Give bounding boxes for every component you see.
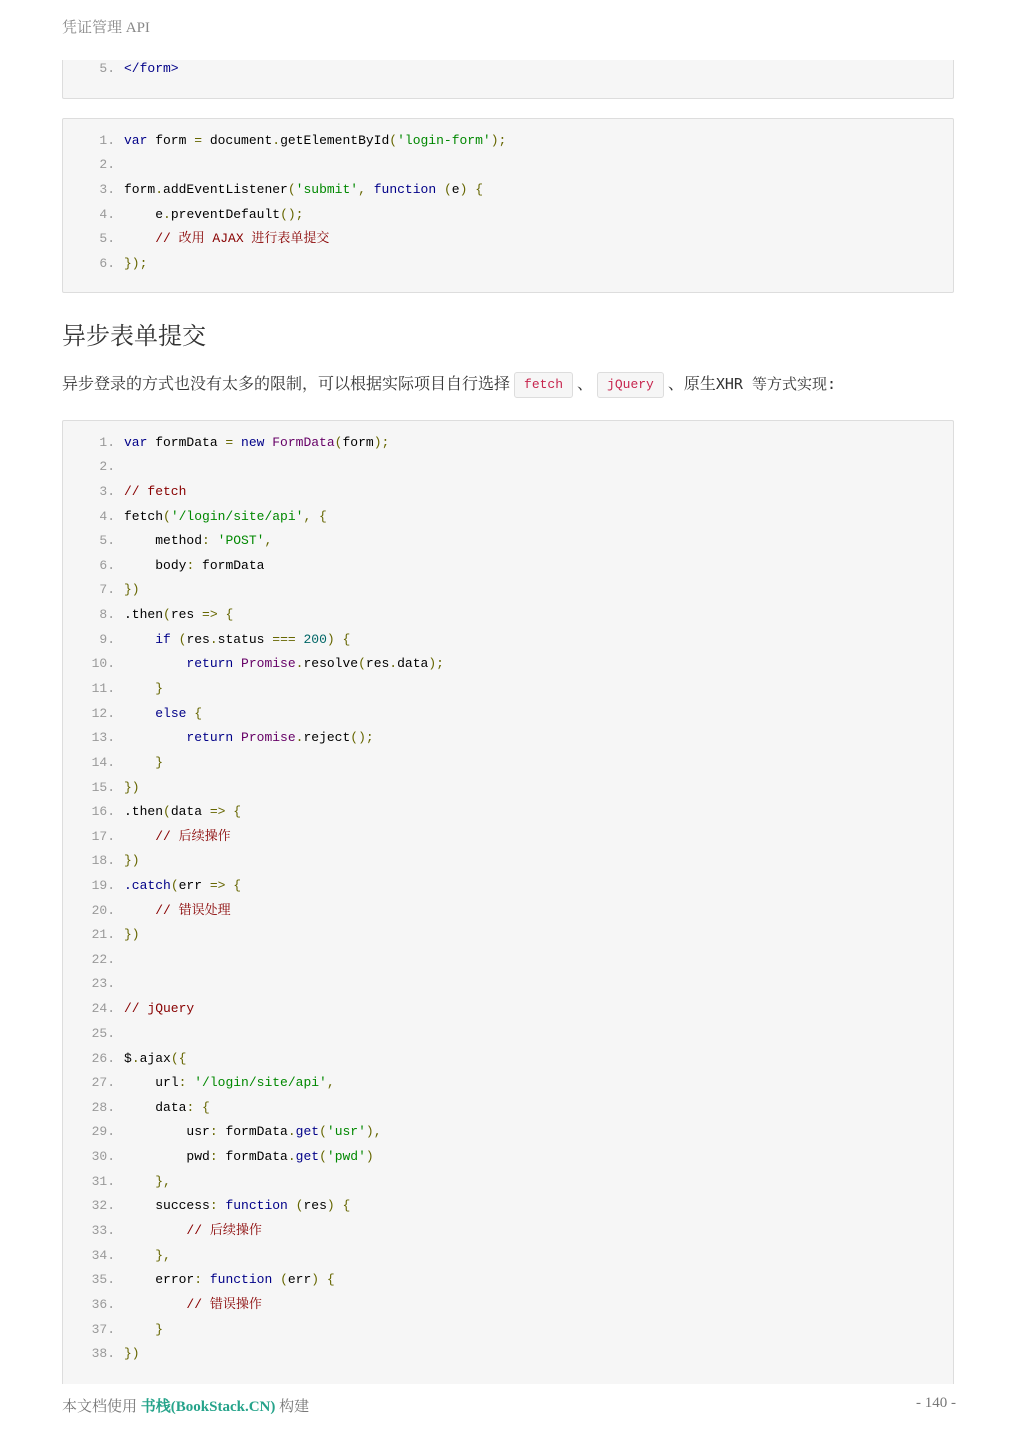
- code-token: .: [287, 1124, 296, 1139]
- code-token: data: [170, 804, 203, 819]
- code-line: [63, 1270, 335, 1290]
- code-line: [63, 131, 506, 151]
- code-token: formData: [147, 435, 226, 450]
- code-token: =: [194, 133, 203, 148]
- code-token: }: [155, 755, 164, 770]
- code-token: function: [217, 1198, 288, 1213]
- section-paragraph: [62, 371, 962, 398]
- code-indent: [124, 231, 155, 246]
- code-indent: [124, 1100, 155, 1115]
- code-token: {: [233, 804, 242, 819]
- line-number: 12.: [91, 706, 115, 721]
- code-line: [63, 728, 374, 748]
- line-number: 14.: [91, 755, 115, 770]
- code-token: .then: [124, 607, 164, 622]
- line-number: 5.: [99, 61, 115, 76]
- code-token: }): [124, 780, 140, 795]
- code-comment: // 错误操作: [186, 1297, 262, 1312]
- code-line: [63, 974, 124, 994]
- code-token: }: [155, 1322, 164, 1337]
- line-number: 18.: [91, 853, 115, 868]
- code-token: :: [209, 1149, 218, 1164]
- line-number: 29.: [91, 1124, 115, 1139]
- code-token: , {: [303, 509, 327, 524]
- running-header: 凭证管理 API: [62, 20, 150, 36]
- code-token: e: [155, 207, 164, 222]
- code-token: }): [124, 1346, 140, 1361]
- code-token: :: [209, 1198, 218, 1213]
- code-line: [63, 679, 163, 699]
- code-token: url: [155, 1075, 179, 1090]
- footer-credit: [62, 1395, 309, 1416]
- code-line: [63, 925, 140, 945]
- code-block-continued: [62, 60, 954, 99]
- code-token: :: [186, 1100, 195, 1115]
- line-number: 2.: [99, 157, 115, 172]
- code-token: =>: [202, 878, 234, 893]
- code-line: [63, 1147, 374, 1167]
- code-token: {: [225, 607, 234, 622]
- code-line: [63, 155, 124, 175]
- code-line: [63, 229, 329, 249]
- code-token: formData: [217, 1124, 288, 1139]
- code-token: [366, 182, 374, 197]
- line-number: 16.: [91, 804, 115, 819]
- code-indent: [124, 1075, 155, 1090]
- code-indent: [124, 656, 186, 671]
- line-number: 3.: [99, 484, 115, 499]
- code-line: [63, 433, 389, 453]
- code-token: ();: [280, 207, 304, 222]
- code-token: error: [155, 1272, 195, 1287]
- code-token: );: [373, 435, 390, 450]
- code-token: .: [131, 1051, 140, 1066]
- code-indent: [124, 1272, 155, 1287]
- code-token: ) {: [326, 1198, 351, 1213]
- line-number: 24.: [91, 1001, 115, 1016]
- line-number: 28.: [91, 1100, 115, 1115]
- code-token: e: [451, 182, 460, 197]
- line-number: 17.: [91, 829, 115, 844]
- line-number: 15.: [91, 780, 115, 795]
- code-token: .: [163, 207, 171, 222]
- code-token: pwd: [186, 1149, 210, 1164]
- code-token: ),: [365, 1124, 382, 1139]
- code-token: (: [319, 1149, 327, 1164]
- code-indent: [124, 903, 155, 918]
- code-line: [63, 1196, 350, 1216]
- code-indent: [124, 1223, 186, 1238]
- code-token: function: [202, 1272, 273, 1287]
- code-token: (: [163, 804, 171, 819]
- code-token: (: [358, 656, 366, 671]
- footer-prefix: 本文档使用: [62, 1399, 141, 1415]
- code-token: 'POST': [209, 533, 265, 548]
- code-token: form: [342, 435, 374, 450]
- footer-suffix: 构建: [275, 1399, 310, 1415]
- code-comment: // 后续操作: [155, 829, 231, 844]
- line-number: 5.: [99, 533, 115, 548]
- line-number: 4.: [99, 509, 115, 524]
- code-token: addEventListener: [163, 182, 288, 197]
- code-line: [63, 1024, 124, 1044]
- code-line: [63, 876, 241, 896]
- code-token: get: [295, 1124, 320, 1139]
- line-number: 38.: [91, 1346, 115, 1361]
- line-number: 30.: [91, 1149, 115, 1164]
- code-token: );: [490, 133, 507, 148]
- code-token: },: [155, 1174, 171, 1189]
- code-line: [63, 654, 444, 674]
- code-token: .: [209, 632, 218, 647]
- code-token: .: [287, 1149, 296, 1164]
- code-block-async-submit: [62, 420, 954, 1384]
- paragraph-text: XHR 等方式实现:: [715, 375, 837, 393]
- code-token: reject: [303, 730, 351, 745]
- code-token: (: [272, 1272, 288, 1287]
- code-token: (: [287, 182, 296, 197]
- code-indent: [124, 1322, 155, 1337]
- code-line: [63, 753, 163, 773]
- line-number: 23.: [91, 976, 115, 991]
- code-token: ) {: [311, 1272, 335, 1287]
- code-token: {: [194, 1100, 210, 1115]
- code-token: '/login/site/api': [186, 1075, 327, 1090]
- code-line: [63, 1049, 186, 1069]
- line-number: 6.: [99, 256, 115, 271]
- code-token: :: [209, 1124, 218, 1139]
- code-line: [63, 482, 186, 502]
- code-token: success: [155, 1198, 210, 1213]
- code-line: [63, 1295, 262, 1315]
- code-token: usr: [186, 1124, 210, 1139]
- code-token: else: [155, 706, 187, 721]
- code-token: =>: [202, 804, 234, 819]
- code-line: [63, 254, 147, 274]
- code-token: .: [272, 133, 281, 148]
- code-token: form: [124, 182, 156, 197]
- line-number: 9.: [99, 632, 115, 647]
- line-number: 13.: [91, 730, 115, 745]
- code-line: [63, 1122, 382, 1142]
- line-number: 31.: [91, 1174, 115, 1189]
- code-line: [63, 59, 179, 79]
- line-number: 33.: [91, 1223, 115, 1238]
- code-token: ajax: [139, 1051, 171, 1066]
- code-indent: [124, 1248, 155, 1263]
- code-token: return: [186, 656, 234, 671]
- code-token: status: [217, 632, 265, 647]
- inline-code-fetch: fetch: [514, 372, 573, 398]
- code-token: FormData: [272, 435, 335, 450]
- code-token: (: [319, 1124, 327, 1139]
- line-number: 37.: [91, 1322, 115, 1337]
- line-number: 11.: [91, 681, 115, 696]
- code-line: [63, 531, 272, 551]
- code-token: (: [443, 182, 452, 197]
- line-number: 1.: [99, 133, 115, 148]
- code-token: {: [475, 182, 484, 197]
- code-token: '/login/site/api': [170, 509, 304, 524]
- code-indent: [124, 207, 155, 222]
- code-line: [63, 1320, 163, 1340]
- line-number: 27.: [91, 1075, 115, 1090]
- code-block-form-listener: [62, 118, 954, 293]
- paragraph-text: 异步登录的方式也没有太多的限制，可以根据实际项目自行选择: [62, 374, 511, 393]
- code-token: });: [124, 256, 148, 271]
- code-comment: // 后续操作: [186, 1223, 262, 1238]
- code-line: [63, 205, 303, 225]
- inline-code-jquery: jQuery: [597, 372, 664, 398]
- line-number: 6.: [99, 558, 115, 573]
- code-indent: [124, 1198, 155, 1213]
- code-token: .: [295, 656, 304, 671]
- code-token: err: [178, 878, 203, 893]
- code-token: $: [124, 1051, 132, 1066]
- code-line: [63, 704, 202, 724]
- code-token: Promise: [233, 730, 296, 745]
- code-token: getElementById: [280, 133, 390, 148]
- code-indent: [124, 755, 155, 770]
- code-token: formData: [217, 1149, 288, 1164]
- code-token: return: [186, 730, 234, 745]
- code-line: [63, 851, 140, 871]
- code-token: preventDefault: [170, 207, 281, 222]
- page-number: - 140 -: [916, 1395, 956, 1411]
- code-token: }): [124, 927, 140, 942]
- code-token: res: [303, 1198, 327, 1213]
- code-token: ,: [326, 1075, 335, 1090]
- code-token: var: [124, 133, 148, 148]
- code-token: data: [397, 656, 429, 671]
- line-number: 19.: [91, 878, 115, 893]
- line-number: 22.: [91, 952, 115, 967]
- paragraph-text: 、: [577, 374, 594, 393]
- code-token: ): [459, 182, 468, 197]
- code-token: (: [334, 435, 343, 450]
- code-token: :: [186, 558, 195, 573]
- code-token: get: [295, 1149, 320, 1164]
- code-comment: // 改用 AJAX 进行表单提交: [155, 231, 330, 246]
- code-indent: [124, 706, 155, 721]
- code-token: document: [202, 133, 273, 148]
- code-token: form: [147, 133, 195, 148]
- line-number: 34.: [91, 1248, 115, 1263]
- code-token: (: [170, 632, 187, 647]
- code-token: ,: [264, 533, 273, 548]
- code-line: [63, 1073, 335, 1093]
- code-line: [63, 556, 264, 576]
- code-token: 'pwd': [326, 1149, 366, 1164]
- code-token: 'login-form': [397, 133, 491, 148]
- code-token: (: [389, 133, 398, 148]
- section-heading: 异步表单提交: [62, 322, 206, 350]
- line-number: 10.: [91, 656, 115, 671]
- code-token: if: [155, 632, 171, 647]
- code-token: },: [155, 1248, 171, 1263]
- code-token: (: [287, 1198, 304, 1213]
- code-token: {: [186, 706, 203, 721]
- code-token: res: [365, 656, 390, 671]
- code-token: var: [124, 435, 148, 450]
- code-token: }): [124, 853, 140, 868]
- line-number: 8.: [99, 607, 115, 622]
- line-number: 3.: [99, 182, 115, 197]
- line-number: 25.: [91, 1026, 115, 1041]
- code-token: res: [186, 632, 210, 647]
- code-line: [63, 630, 350, 650]
- code-token: body: [155, 558, 187, 573]
- code-token: err: [287, 1272, 312, 1287]
- code-indent: [124, 681, 155, 696]
- code-line: [63, 778, 140, 798]
- code-token: 'submit': [295, 182, 359, 197]
- code-indent: [124, 1124, 186, 1139]
- code-token: ) {: [326, 632, 351, 647]
- code-token: (: [163, 607, 171, 622]
- line-number: 1.: [99, 435, 115, 450]
- code-token: (: [163, 509, 171, 524]
- code-token: function: [373, 182, 437, 197]
- code-line: [63, 580, 140, 600]
- code-token: fetch: [124, 509, 164, 524]
- code-token: ();: [350, 730, 374, 745]
- code-line: [63, 1344, 140, 1364]
- code-indent: [124, 1174, 155, 1189]
- code-indent: [124, 533, 155, 548]
- code-token: =>: [194, 607, 226, 622]
- code-token: :: [194, 1272, 203, 1287]
- code-token: new: [233, 435, 273, 450]
- code-indent: [124, 558, 155, 573]
- code-token: .catch: [124, 878, 171, 893]
- code-line: [63, 507, 327, 527]
- code-line: [63, 999, 194, 1019]
- code-comment: // 错误处理: [155, 903, 231, 918]
- code-token: =: [225, 435, 234, 450]
- paragraph-text: 、原生: [667, 374, 716, 393]
- code-token: .then: [124, 804, 164, 819]
- code-token: method: [155, 533, 203, 548]
- code-comment: // fetch: [124, 484, 187, 499]
- code-token: Promise: [233, 656, 296, 671]
- code-indent: [124, 1149, 186, 1164]
- code-token: {: [233, 878, 242, 893]
- code-token: .: [295, 730, 304, 745]
- line-number: 26.: [91, 1051, 115, 1066]
- line-number: 35.: [91, 1272, 115, 1287]
- code-token: }: [155, 681, 164, 696]
- code-token: ): [365, 1149, 374, 1164]
- line-number: 5.: [99, 231, 115, 246]
- code-line: [63, 901, 231, 921]
- code-token: resolve: [303, 656, 359, 671]
- code-token: ({: [170, 1051, 187, 1066]
- code-token: 200: [303, 632, 327, 647]
- code-line: [63, 180, 483, 200]
- code-line: [63, 1172, 171, 1192]
- code-token: [436, 182, 444, 197]
- bookstack-link[interactable]: 书栈(BookStack.CN): [140, 1399, 276, 1415]
- code-token: .: [389, 656, 398, 671]
- line-number: 36.: [91, 1297, 115, 1312]
- code-line: [63, 950, 124, 970]
- code-token: .: [155, 182, 164, 197]
- code-indent: [124, 632, 155, 647]
- code-line: [63, 605, 233, 625]
- code-token: );: [428, 656, 444, 671]
- code-token: (: [170, 878, 179, 893]
- code-indent: [124, 829, 155, 844]
- code-token: :: [202, 533, 210, 548]
- code-token: data: [155, 1100, 187, 1115]
- code-indent: [124, 730, 186, 745]
- code-token: res: [170, 607, 195, 622]
- line-number: 20.: [91, 903, 115, 918]
- code-token: ,: [358, 182, 366, 197]
- code-token: </form>: [124, 61, 179, 76]
- code-token: formData: [194, 558, 265, 573]
- line-number: 21.: [91, 927, 115, 942]
- code-line: [63, 1246, 171, 1266]
- line-number: 32.: [91, 1198, 115, 1213]
- code-line: [63, 802, 241, 822]
- code-line: [63, 827, 231, 847]
- code-comment: // jQuery: [124, 1001, 195, 1016]
- code-line: [63, 1221, 262, 1241]
- code-indent: [124, 1297, 186, 1312]
- code-line: [63, 1098, 210, 1118]
- code-token: ===: [264, 632, 304, 647]
- code-token: 'usr': [326, 1124, 366, 1139]
- line-number: 2.: [99, 459, 115, 474]
- code-token: :: [178, 1075, 187, 1090]
- code-line: [63, 457, 124, 477]
- code-token: }): [124, 582, 140, 597]
- line-number: 4.: [99, 207, 115, 222]
- line-number: 7.: [99, 582, 115, 597]
